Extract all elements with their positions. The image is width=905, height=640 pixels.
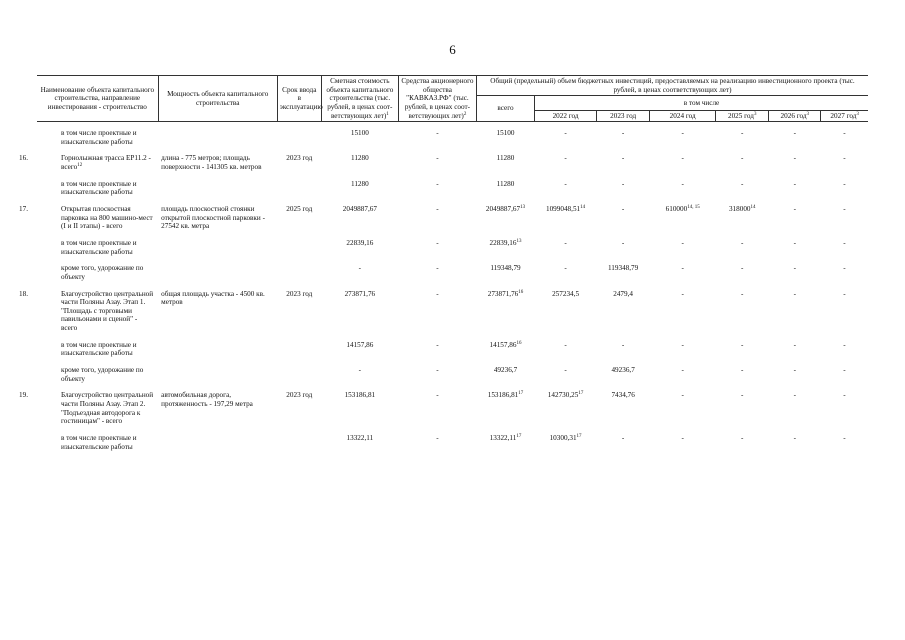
amount-2026: -	[793, 179, 796, 188]
amount-2022: 1099048,51$^{14}$	[545, 205, 586, 214]
table-header	[37, 76, 868, 122]
amount-2023: -	[621, 238, 625, 247]
kavkaz-funds: -	[436, 366, 439, 375]
amount-2025: -	[741, 289, 744, 298]
amount-2027: -	[843, 391, 846, 400]
estimated-cost: 13322,11	[346, 433, 374, 442]
header-kavkaz-text: Средства акционерного общества "КАВКАЗ.РФ" (тыс. рублей, в ценах соот-ветствующих лет)	[401, 77, 474, 120]
amount-2023: 49236,7	[611, 366, 635, 375]
amount-2026: -	[793, 154, 796, 163]
amount-2023: 2479,4	[613, 289, 633, 298]
amount-2026: -	[793, 264, 796, 273]
estimated-cost: 15100	[350, 129, 369, 138]
capacity	[158, 179, 277, 198]
object-name	[19, 289, 158, 334]
table-row	[37, 433, 868, 452]
header-vsego: всего	[476, 96, 534, 122]
commission-term	[277, 365, 321, 384]
header-vtom: в том числе	[535, 96, 868, 110]
amount-2024: -	[681, 433, 684, 442]
amount-2023: 7434,76	[611, 391, 635, 400]
header-cost-text: Сметная стоимость объекта капитального строительства (тыс. рублей, в ценах соот-ветствующих лет)	[326, 77, 394, 120]
kavkaz-funds: -	[436, 289, 439, 298]
amount-2023: -	[621, 154, 625, 163]
object-name-text: кроме того, удорожание по объекту	[61, 264, 144, 281]
header-name: Наименование объекта капитального строительства, направление инвестирования - строительство	[37, 76, 158, 122]
amount-2026: -	[793, 433, 796, 442]
amount-2027: -	[843, 179, 846, 188]
amount-2023: -	[621, 433, 625, 442]
total-amount: 119348,79	[490, 264, 521, 273]
estimated-cost: 153186,81	[344, 391, 376, 400]
kavkaz-funds: -	[436, 179, 439, 188]
amount-2026: -	[793, 205, 796, 214]
total-amount: 11280	[496, 179, 515, 188]
estimated-cost: 22839,16	[346, 238, 374, 247]
amount-2025: -	[741, 366, 744, 375]
amount-2024: 610000$^{14, 15}$	[665, 205, 700, 214]
estimated-cost: -	[358, 264, 362, 273]
table-row	[37, 153, 868, 172]
amount-2027: -	[843, 238, 846, 247]
header-total-group: Общий (предельный) объем бюджетных инвестиций, предоставляемых на реализацию инвестиционного проекта (тыс. рублей, в ценах соответствующих лет)	[476, 76, 868, 96]
total-amount: 2049887,67$^{13}$	[485, 205, 526, 214]
table-row	[37, 289, 868, 334]
amount-2026: -	[793, 129, 796, 138]
amount-2026: -	[793, 289, 796, 298]
amount-2023: 119348,79	[607, 264, 639, 273]
amount-2025-footnote: 14	[750, 205, 756, 211]
amount-2025: -	[741, 129, 744, 138]
total-amount-footnote: 13	[516, 238, 522, 244]
commission-term	[277, 340, 321, 359]
object-name	[19, 204, 158, 232]
header-kavkaz	[398, 76, 476, 122]
amount-2022: 142730,25$^{17}$	[547, 391, 584, 400]
object-name-text: кроме того, удорожание по объекту	[61, 366, 144, 383]
estimated-cost: 273871,76	[344, 289, 376, 298]
object-name-text: Открытая плоскостная парковка на 800 машино-мест (I и II этапы) - всего	[61, 205, 153, 231]
amount-2024: -	[681, 264, 684, 273]
object-name-text: в том числе проектные и изыскательские работы	[61, 129, 137, 146]
commission-term: 2023 год	[286, 391, 313, 400]
amount-2022: -	[564, 238, 567, 247]
commission-term	[277, 128, 321, 147]
total-amount: 22839,16$^{13}$	[489, 238, 522, 247]
amount-2022-footnote: 17	[578, 391, 584, 397]
amount-2024: -	[681, 129, 684, 138]
amount-2026: -	[793, 366, 796, 375]
total-amount-footnote: 16	[516, 340, 522, 346]
amount-2027: -	[843, 340, 846, 349]
commission-term	[277, 263, 321, 282]
amount-2024: -	[681, 391, 684, 400]
kavkaz-funds: -	[436, 154, 439, 163]
amount-2022: -	[564, 340, 567, 349]
object-name	[37, 238, 158, 257]
header-year-2025: 2025 год$^3$	[716, 110, 769, 122]
amount-2024: -	[681, 366, 684, 375]
amount-2022: -	[564, 366, 567, 375]
amount-2026: -	[793, 340, 796, 349]
object-name	[37, 128, 158, 147]
commission-term	[277, 433, 321, 452]
total-amount: 14157,86$^{16}$	[489, 340, 522, 349]
capacity: длина - 775 метров; площадь поверхности - 141305 кв. метров	[161, 154, 262, 172]
table-row	[37, 128, 868, 147]
capacity	[158, 128, 277, 147]
object-name-text: в том числе проектные и изыскательские работы	[61, 433, 137, 451]
object-name-text: в том числе проектные и изыскательские работы	[61, 179, 137, 197]
object-name-text: в том числе проектные и изыскательские работы	[61, 238, 137, 256]
table-row	[37, 263, 868, 282]
object-name	[37, 179, 158, 198]
commission-term: 2025 год	[286, 205, 313, 214]
amount-2027: -	[843, 433, 846, 442]
capacity	[158, 340, 277, 359]
header-year-2024: 2024 год	[650, 110, 716, 122]
object-name	[37, 263, 158, 282]
object-name	[37, 340, 158, 359]
amount-2025: -	[741, 179, 744, 188]
amount-2022: 10300,31$^{17}$	[549, 433, 582, 442]
amount-2024: -	[681, 289, 684, 298]
row-number: 19.	[19, 391, 28, 400]
capacity	[158, 263, 277, 282]
header-year-2026: 2026 год$^3$	[769, 110, 821, 122]
header-capacity: Мощность объекта капитального строительства	[158, 76, 277, 122]
table-row	[37, 238, 868, 257]
amount-2025: -	[741, 391, 744, 400]
table-row	[37, 179, 868, 198]
object-name-text: Благоустройство центральной части Поляны Азау. Этап 1. "Площадь с торговыми павильонами и сценой" - всего	[61, 289, 154, 333]
table-row	[37, 340, 868, 359]
header-kavkaz-footnote: 2	[463, 111, 467, 117]
amount-2023: -	[621, 340, 625, 349]
amount-2024: -	[681, 154, 684, 163]
object-name	[37, 365, 158, 384]
table-row	[37, 390, 868, 427]
row-number: 16.	[19, 154, 28, 163]
amount-2027: -	[843, 154, 846, 163]
amount-2025: -	[741, 264, 744, 273]
kavkaz-funds: -	[436, 391, 439, 400]
total-amount-footnote: 16	[518, 289, 524, 295]
total-amount-footnote: 17	[518, 391, 524, 397]
commission-term: 2023 год	[286, 289, 313, 298]
amount-2022-footnote: 14	[580, 205, 586, 211]
total-amount-footnote: 13	[520, 205, 526, 211]
total-amount: 273871,76$^{16}$	[487, 289, 524, 298]
amount-2022: -	[564, 264, 567, 273]
header-year-2027: 2027 год$^3$	[821, 110, 868, 122]
estimated-cost: 14157,86	[346, 340, 374, 349]
estimated-cost: 11280	[351, 154, 369, 163]
amount-2022: -	[564, 129, 567, 138]
estimated-cost: 2049887,67	[342, 205, 377, 214]
object-name-footnote: 12	[77, 163, 83, 169]
header-year-2023: 2023 год	[597, 110, 650, 122]
kavkaz-funds: -	[436, 340, 439, 349]
amount-2024-footnote: 14, 15	[687, 205, 700, 211]
table-row	[37, 204, 868, 232]
header-year-2022: 2022 год	[535, 110, 597, 122]
kavkaz-funds: -	[436, 238, 439, 247]
kavkaz-funds: -	[436, 433, 439, 442]
header-cost-footnote: 1	[386, 111, 389, 117]
capacity: автомобильная дорога, протяженность - 197,29 метра	[161, 391, 253, 408]
amount-2022: -	[564, 154, 567, 163]
kavkaz-funds: -	[436, 205, 439, 214]
amount-2027: -	[843, 205, 846, 214]
capacity	[158, 365, 277, 384]
object-name-text: Горнолыжная трасса ЕР11.2 - всего	[61, 154, 151, 172]
amount-2025: -	[741, 238, 744, 247]
amount-2023: -	[621, 129, 625, 138]
amount-2026: -	[793, 391, 796, 400]
capacity: площадь плоскостной стоянки открытой плоскостной парковки - 27542 кв. метра	[161, 205, 265, 231]
amount-2027: -	[843, 289, 846, 298]
page-number: 6	[449, 42, 456, 57]
total-amount: 49236,7	[493, 366, 518, 375]
object-name	[19, 390, 158, 427]
amount-2022: -	[564, 179, 567, 188]
capacity	[158, 238, 277, 257]
commission-term	[277, 238, 321, 257]
estimated-cost: 11280	[351, 179, 369, 188]
object-name-text: Благоустройство центральной части Поляны Азау. Этап 2. "Подъездная автодорога к гостиницам" - всего	[61, 391, 154, 426]
row-number: 18.	[19, 289, 28, 298]
amount-2024: -	[681, 179, 684, 188]
investment-table	[19, 75, 868, 458]
commission-term: 2023 год	[286, 154, 313, 163]
amount-2023: -	[621, 179, 625, 188]
total-amount: 13322,11$^{17}$	[489, 433, 522, 442]
amount-2025: -	[741, 340, 744, 349]
amount-2025: -	[741, 433, 744, 442]
amount-2027: -	[843, 366, 846, 375]
object-name	[19, 153, 158, 172]
row-number: 17.	[19, 205, 28, 214]
amount-2025: 318000$^{14}$	[728, 205, 756, 214]
capacity: общая площадь участка - 4500 кв. метров	[161, 289, 265, 307]
estimated-cost: -	[358, 366, 362, 375]
total-amount: 11280	[496, 154, 515, 163]
header-cost	[321, 76, 398, 122]
commission-term	[277, 179, 321, 198]
amount-2022: 257234,5	[552, 289, 580, 298]
kavkaz-funds: -	[436, 129, 439, 138]
table-row	[37, 365, 868, 384]
amount-2026: -	[793, 238, 796, 247]
amount-2025: -	[741, 154, 744, 163]
kavkaz-funds: -	[436, 264, 439, 273]
total-amount-footnote: 17	[516, 433, 522, 439]
table-body	[19, 122, 868, 458]
amount-2024: -	[681, 340, 684, 349]
amount-2022-footnote: 17	[576, 433, 582, 439]
amount-2024: -	[681, 238, 684, 247]
header-term: Срок ввода в эксплуатацию	[277, 76, 321, 122]
total-amount: 153186,81$^{17}$	[487, 391, 524, 400]
amount-2027: -	[843, 264, 846, 273]
amount-2023: -	[621, 205, 625, 214]
object-name	[37, 433, 158, 452]
amount-2027: -	[843, 129, 846, 138]
total-amount: 15100	[496, 129, 515, 138]
object-name-text: в том числе проектные и изыскательские работы	[61, 340, 137, 358]
capacity	[158, 433, 277, 452]
